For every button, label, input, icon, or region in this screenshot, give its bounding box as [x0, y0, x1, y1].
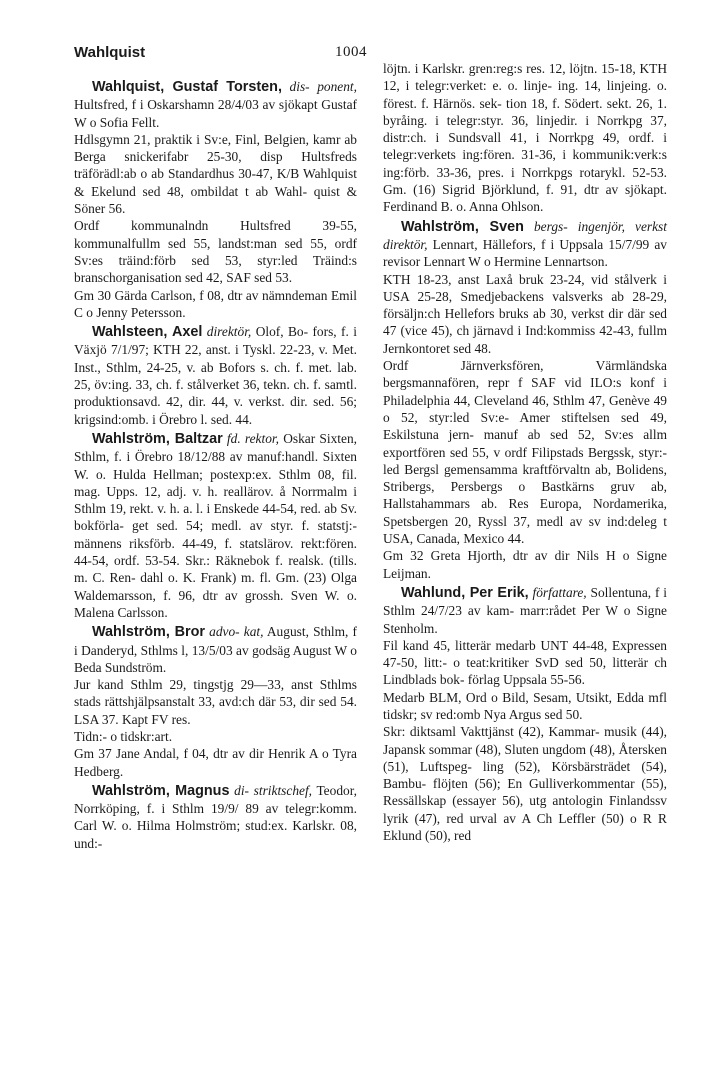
entry-lead — [383, 218, 667, 271]
entry-paragraph: Gm 30 Gärda Carlson, f 08, dtr av nämndeman Emil C o Jenny Petersson. — [74, 287, 357, 320]
entry-lead — [74, 78, 357, 131]
entry-paragraph: KTH 18-23, anst Laxå bruk 23-24, vid stålverk i USA 25-28, Smedjebackens valsverks ab 28-29, försäljn:ch Hellefors bruks ab 30, verkst dir där sed 47 (vice 45), ch järnavd i Ind:kommiss 42-43, fullm Jernkontoret sed 48. — [383, 271, 667, 356]
entry-name: Wahlund, Per Erik, — [401, 584, 529, 601]
entry-text: Teodor, Norrköping, f. i Sthlm 19/9/ 89 av telegr:komm. Carl W. o. Hilma Holmström; stud:ex. Karlskr. 08, und:- — [74, 782, 357, 851]
entry-name: Wahlquist, Gustaf Torsten, — [92, 79, 282, 95]
right-column — [383, 60, 667, 1050]
entry-paragraph: Gm 37 Jane Andal, f 04, dtr av dir Henrik A o Tyra Hedberg. — [74, 746, 357, 779]
entry-paragraph: Jur kand Sthlm 29, tingstjg 29—33, anst Sthlms stads rättshjälpsanstalt 33, avd:ch där 53, dir sed 54. LSA 37. Kapt FV res. — [74, 677, 357, 727]
entry-text: Hultsfred, f i Oskarshamn 28/4/03 av sjökapt Gustaf W o Sofia Fellt. — [74, 97, 357, 130]
entry-title: bergs- ingenjör, verkst direktör, — [383, 218, 667, 252]
entry-wahlstrom-baltzar — [74, 430, 357, 621]
entry-name: Wahlström, Sven — [401, 218, 524, 235]
entry-text: Sollentuna, f i Sthlm 24/7/23 av kam- marr:rådet Per W o Signe Stenholm. — [383, 584, 668, 636]
entry-title: författare, — [532, 584, 587, 600]
entry-text: Olof, Bo- fors, f. i Växjö 7/1/97; KTH 22, anst. i Tyskl. 22-23, v. Met. Inst., Sthlm, 24-25, v. ab Bofors s. ch. f. met. lab. 25, öv:ing. 33, ch. f. stålverket 36, tekn. ch. f. samtl. produktionsavd. 42, dir. 44, v. verkst. dir. sed. 56; krigsind:omb. i Örebro l. sed. 44. — [74, 324, 357, 427]
entry-paragraph: Ordf kommunalndn Hultsfred 39-55, kommunalfullm sed 55, landst:man sed 55, ordf Sv:es träind:förb sed 53, styr:led Träind:s branschorganisation sed 42, SAF sed 53. — [74, 218, 357, 286]
entry-title: fd. rektor, — [226, 430, 279, 446]
entry-lead — [74, 782, 357, 852]
running-head-word: Wahlquist — [74, 44, 146, 61]
entry-paragraph: Hdlsgymn 21, praktik i Sv:e, Finl, Belgien, kamr ab Berga snickerifabr 25-30, disp Hultsfreds träförädl:ab o ab Standardhus 30-47, K/B Wahlquist & Ekelund sed 48, ombildat t ab Wahl- quist & Söner 56. — [74, 131, 357, 217]
entry-paragraph: Tidn:- o tidskr:art. — [74, 728, 173, 744]
entry-wahlstrom-sven — [383, 218, 667, 582]
entry-text: Lennart, Hällefors, f i Uppsala 15/7/99 av revisor Lennart W o Hermine Lennartson. — [383, 236, 667, 270]
entry-wahlstrom-bror — [74, 623, 357, 780]
entry-title: advo- kat, — [209, 624, 264, 640]
entry-name: Wahlsteen, Axel — [92, 324, 203, 341]
entry-lead — [74, 623, 357, 676]
entry-title: direktör, — [206, 324, 252, 340]
entry-name: Wahlström, Baltzar — [92, 430, 223, 447]
entry-name: Wahlström, Bror — [92, 624, 205, 641]
entry-title: di- striktschef, — [234, 782, 313, 798]
entry-title: dis- ponent, — [289, 79, 357, 94]
entry-wahlund-per-erik — [383, 584, 667, 844]
entry-wahlsteen-axel — [74, 323, 357, 428]
entry-paragraph: Fil kand 45, litterär medarb UNT 44-48, Expressen 47-50, litt:- o teat:kritiker SvD sed 50, litterär ch Lindblads bok- förlag Uppsala 55-56. — [383, 637, 667, 688]
entry-paragraph: Ordf Järnverksfören, Värmländska bergsmannafören, repr f SAF vid ILO:s konf i Philadelphia 44, Cleveland 46, Sthlm 47, Genève 49 o 52, styr:led Sv:e- Amer stiftelsen sed 49, Eskilstuna jern- manuf ab sed 52, Sv:es allm exportfören sed 55, v ordf Filipstads Bergssk, styr:- led Bergsl gemensamma kraftförvaltn ab, Bolidens, Stribergs, Persbergs o Bastkärns gruv ab, Hallstahammars ab. Res Europa, Nordamerika, Spetsbergen 20, Ryssl 37, medl av sv ind:deleg t USA, Canada, Mexico 44. — [383, 358, 667, 547]
entry-paragraph: Skr: diktsaml Vakttjänst (42), Kammar- musik (44), Japansk sommar (48), Sluten ungdom (48), Återsken (51), Luftspeg- ling (52), Körsbärsträdet (54), Bambu- flöjten (56); En Gulliverkommentar (55), Ressällskap (essayer 56), utg antologin Finlandssv lyrik (47), red urval av A Ch Leffler (50) o R R Eklund (50), red — [383, 724, 667, 844]
entry-lead — [74, 323, 357, 428]
entry-wahlquist-torsten — [74, 78, 357, 321]
entry-lead — [74, 430, 357, 621]
entry-text: Oskar Sixten, Sthlm, f. i Örebro 18/12/88 av manuf:handl. Sixten W. o. Hulda Hellman; postexp:ex. Sthlm 08, fil. mag. Upps. 12, adj. v. h. reallärov. å Norrmalm i Sthlm 19, rekt. v. h. a. l. i Enskede 44-54, red. ab Sv. bokförla- get sed. 54; medl. av styr. f. statstj:- männens riksförb. 44-49, f. statslärov. rekt:fören. 44-54, ordf. 53-54. Skr.: Räknebok f. realsk. (tills. m. C. Ren- dahl o. K. Frank) m. fl. Gm. (23) Olga Waldemarsson, f. 96, dtr av grossh. Sven W. o. Malena Carlsson. — [74, 430, 358, 620]
entry-paragraph: Medarb BLM, Ord o Bild, Sesam, Utsikt, Edda mfl tidskr; sv red:omb Nya Argus sed 50. — [383, 689, 667, 722]
entry-paragraph: Gm 32 Greta Hjorth, dtr av dir Nils H o Signe Leijman. — [383, 548, 667, 581]
entry-wahlstrom-magnus — [74, 782, 357, 852]
entry-name: Wahlström, Magnus — [92, 782, 230, 799]
entry-paragraph: löjtn. i Karlskr. gren:reg:s res. 12, löjtn. 15-18, KTH 12, i telegr:verket: e. o. linje- ing. 14, linjeing. o. förest. f. Härnös. sek- tion 18, f. Södert. sekt. 26, 1. byråing. i telegr:styr. 36, linjedir. i Norrkpg 37, distr:ch. i Sundsvall 41, i Norrkpg 49, ordf. i telegr:verkets ing:fören. 31-36, i kommunik:verk:s ing:förb. 33-36, pres. i Norrkpgs rotarykl. 52-53. Gm. (16) Sigrid Björklund, f. 91, dtr av sjökapt. Ferdinand B. o. Anna Ohlson. — [383, 61, 667, 215]
entry-continuation — [383, 60, 667, 216]
entry-lead — [383, 584, 667, 637]
entry-text: August, Sthlm, f i Danderyd, Sthlms l, 13/5/03 av godsäg August W o Beda Sundström. — [74, 624, 358, 675]
left-column — [74, 78, 357, 1050]
page-number: 1004 — [335, 44, 367, 60]
